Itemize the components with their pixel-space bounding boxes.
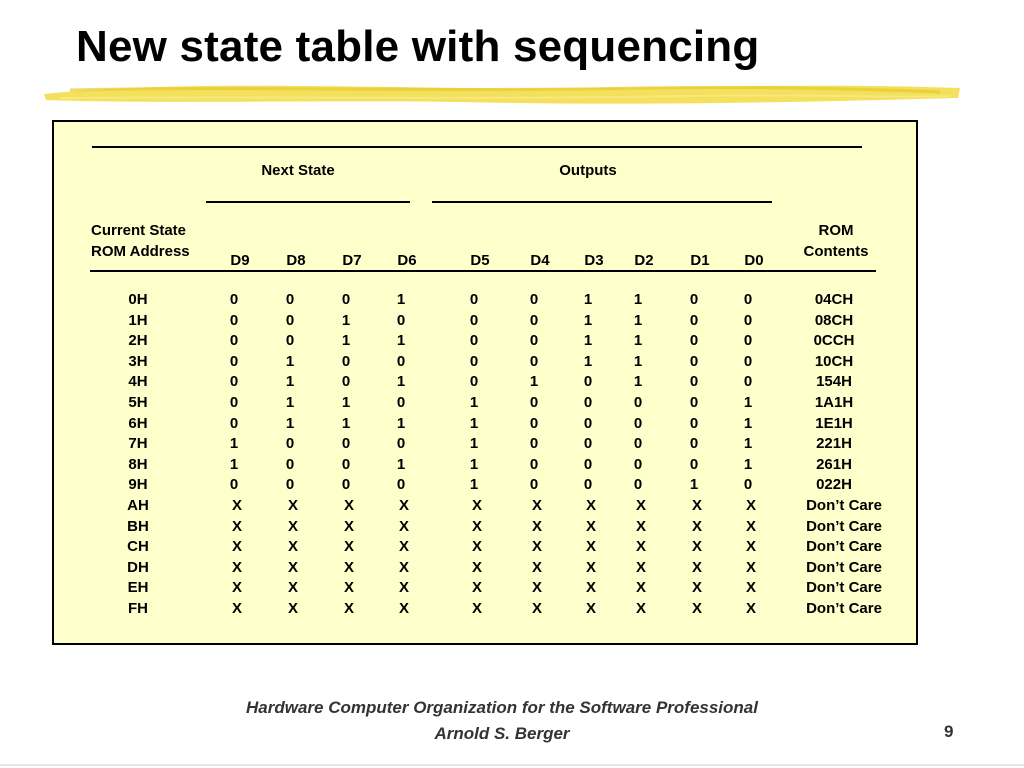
rom-contents-cell: 10CH [814, 352, 854, 370]
bit-cell: 1 [583, 311, 593, 329]
bit-cell: X [343, 558, 355, 576]
bit-cell: X [398, 579, 410, 597]
bit-cell: 1 [396, 373, 406, 391]
bit-cell: 0 [689, 311, 699, 329]
bit-cell: 0 [529, 414, 539, 432]
footer-author: Arnold S. Berger [434, 724, 570, 743]
bit-cell: 0 [396, 352, 406, 370]
bit-cell: X [691, 517, 703, 535]
table-row [54, 393, 916, 414]
bit-cell: 0 [743, 476, 753, 494]
rom-contents-cell: Don’t Care [806, 496, 882, 514]
table-top-rule [92, 146, 862, 148]
table-row [54, 517, 916, 538]
bit-cell: X [343, 538, 355, 556]
bit-cell: X [471, 496, 483, 514]
bit-cell: 0 [689, 435, 699, 453]
table-row [54, 455, 916, 476]
bit-cell: X [398, 517, 410, 535]
bit-cell: 0 [743, 311, 753, 329]
bit-cell: 0 [743, 352, 753, 370]
bit-cell: 0 [583, 476, 593, 494]
rom-contents-cell: 221H [816, 435, 852, 453]
rom-contents-cell: 04CH [814, 291, 854, 308]
bit-cell: X [471, 599, 483, 617]
bit-cell: 0 [689, 352, 699, 370]
bit-cell: 0 [633, 435, 643, 453]
rom-contents-cell: 154H [816, 373, 852, 391]
bit-cell: 0 [285, 332, 295, 350]
bit-cell: 1 [229, 435, 239, 453]
bit-cell: 0 [469, 373, 479, 391]
bit-cell: 0 [689, 414, 699, 432]
bit-cell: X [691, 599, 703, 617]
table-row [54, 331, 916, 352]
rom-contents-cell: 0CCH [813, 332, 855, 350]
state-cell: EH [127, 579, 149, 597]
bit-cell: 0 [285, 476, 295, 494]
bit-cell: 0 [529, 476, 539, 494]
bit-cell: 0 [689, 332, 699, 350]
bit-cell: 0 [689, 291, 699, 308]
bit-cell: X [585, 538, 597, 556]
highlighter-stroke [40, 76, 964, 110]
bit-cell: 1 [743, 435, 753, 453]
bit-cell: 1 [396, 455, 406, 473]
bit-cell: 1 [285, 352, 295, 370]
bit-cell: 1 [633, 352, 643, 370]
bit-cell: X [398, 496, 410, 514]
state-cell: 2H [128, 332, 148, 350]
bit-cell: X [635, 517, 647, 535]
state-cell: 5H [128, 393, 148, 411]
bit-cell: X [691, 558, 703, 576]
state-cell: 6H [128, 414, 148, 432]
table-row [54, 372, 916, 393]
bit-cell: 0 [529, 455, 539, 473]
rom-contents-cell: Don’t Care [806, 517, 882, 535]
bit-cell: X [531, 579, 543, 597]
bit-cell: 0 [469, 291, 479, 308]
table-row [54, 434, 916, 455]
bit-header-d0: D0 [744, 252, 764, 269]
bit-cell: 1 [743, 393, 753, 411]
bit-cell: 0 [583, 435, 593, 453]
bit-cell: 0 [396, 393, 406, 411]
bit-header-d4: D4 [530, 252, 550, 269]
bit-cell: 0 [341, 291, 351, 308]
bit-cell: 0 [396, 435, 406, 453]
bit-cell: X [745, 538, 757, 556]
bit-cell: X [531, 496, 543, 514]
bit-cell: 0 [229, 311, 239, 329]
table-row [54, 414, 916, 435]
bit-cell: X [343, 599, 355, 617]
bit-cell: X [471, 517, 483, 535]
bit-cell: X [745, 496, 757, 514]
bit-cell: 1 [743, 414, 753, 432]
bit-cell: 0 [633, 476, 643, 494]
bit-cell: X [635, 579, 647, 597]
rom-contents-cell: 022H [816, 476, 852, 494]
bit-cell: 1 [689, 476, 699, 494]
bit-cell: X [531, 538, 543, 556]
table-body [54, 290, 916, 620]
state-cell: 9H [128, 476, 148, 494]
bit-cell: 1 [341, 393, 351, 411]
bit-cell: X [471, 538, 483, 556]
bit-cell: 0 [285, 311, 295, 329]
rom-contents-cell: 08CH [814, 311, 854, 329]
bit-cell: 1 [341, 414, 351, 432]
bit-header-d5: D5 [470, 252, 490, 269]
bit-cell: X [287, 496, 299, 514]
bit-cell: 1 [529, 373, 539, 391]
table-row [54, 352, 916, 373]
bit-cell: 0 [341, 373, 351, 391]
state-cell: DH [127, 558, 149, 576]
bit-header-d3: D3 [584, 252, 604, 269]
table-row [54, 475, 916, 496]
bit-cell: X [287, 599, 299, 617]
bit-cell: 0 [633, 393, 643, 411]
bit-cell: X [585, 517, 597, 535]
bit-cell: 0 [341, 455, 351, 473]
bit-cell: X [635, 558, 647, 576]
bit-header-d8: D8 [286, 252, 306, 269]
state-cell: BH [127, 517, 149, 535]
state-cell: 7H [128, 435, 148, 453]
bit-cell: X [691, 538, 703, 556]
bit-cell: 0 [529, 393, 539, 411]
state-table [52, 120, 918, 645]
table-row [54, 537, 916, 558]
bit-cell: X [585, 599, 597, 617]
bit-cell: 1 [469, 476, 479, 494]
bit-cell: 0 [341, 435, 351, 453]
bit-cell: 1 [341, 332, 351, 350]
rom-contents-cell: Don’t Care [806, 558, 882, 576]
bit-cell: 0 [743, 373, 753, 391]
bit-cell: X [691, 579, 703, 597]
bit-cell: 0 [469, 352, 479, 370]
next-state-underline [206, 201, 410, 203]
bit-cell: 0 [229, 352, 239, 370]
bit-cell: 0 [529, 332, 539, 350]
bit-cell: 1 [396, 414, 406, 432]
bit-cell: 0 [689, 393, 699, 411]
bit-cell: 0 [396, 476, 406, 494]
table-row [54, 558, 916, 579]
bit-cell: X [398, 558, 410, 576]
next-state-group-header: Next State [261, 162, 335, 179]
bit-cell: 0 [689, 373, 699, 391]
bit-cell: X [585, 558, 597, 576]
bit-cell: X [745, 579, 757, 597]
state-cell: AH [127, 496, 149, 514]
table-row [54, 496, 916, 517]
table-row [54, 578, 916, 599]
bit-cell: 0 [285, 455, 295, 473]
bit-cell: X [691, 496, 703, 514]
bit-cell: X [398, 538, 410, 556]
bit-cell: 0 [285, 291, 295, 308]
header-bottom-rule [90, 270, 876, 272]
bit-cell: 1 [743, 455, 753, 473]
bit-cell: X [287, 558, 299, 576]
bit-cell: X [287, 517, 299, 535]
bit-header-d9: D9 [230, 252, 250, 269]
bit-cell: X [471, 558, 483, 576]
outputs-underline [432, 201, 772, 203]
bit-cell: 1 [469, 414, 479, 432]
bit-cell: X [231, 579, 243, 597]
bit-header-d1: D1 [690, 252, 710, 269]
bit-cell: 0 [529, 291, 539, 308]
bit-cell: 0 [341, 476, 351, 494]
state-cell: CH [127, 538, 149, 556]
bit-header-d6: D6 [397, 252, 417, 269]
rom-contents-cell: 1E1H [815, 414, 853, 432]
bit-cell: X [745, 599, 757, 617]
bit-cell: 0 [229, 373, 239, 391]
bit-cell: 0 [396, 311, 406, 329]
bit-cell: 0 [229, 476, 239, 494]
bit-cell: 1 [469, 435, 479, 453]
bit-cell: X [231, 599, 243, 617]
table-row [54, 311, 916, 332]
rom-contents-cell: Don’t Care [806, 538, 882, 556]
state-cell: 8H [128, 455, 148, 473]
state-cell: 1H [128, 311, 148, 329]
bit-cell: 0 [529, 435, 539, 453]
bit-cell: X [231, 538, 243, 556]
bit-cell: X [531, 599, 543, 617]
bit-cell: X [531, 517, 543, 535]
bit-cell: X [635, 538, 647, 556]
bit-cell: X [745, 558, 757, 576]
bit-cell: 0 [285, 435, 295, 453]
rom-contents-header: ROM Contents [803, 222, 869, 260]
bottom-divider [0, 764, 1024, 766]
bit-cell: 1 [341, 311, 351, 329]
bit-header-d7: D7 [342, 252, 362, 269]
bit-cell: 0 [583, 455, 593, 473]
bit-cell: 1 [469, 455, 479, 473]
bit-cell: 0 [229, 291, 239, 308]
bit-cell: X [343, 579, 355, 597]
rom-contents-cell: 261H [816, 455, 852, 473]
bit-cell: X [231, 517, 243, 535]
page-number: 9 [944, 722, 954, 741]
bit-cell: X [231, 558, 243, 576]
bit-cell: X [343, 496, 355, 514]
bit-cell: 1 [285, 414, 295, 432]
bit-cell: 1 [229, 455, 239, 473]
bit-cell: 0 [633, 455, 643, 473]
bit-cell: 1 [583, 352, 593, 370]
table-row [54, 290, 916, 311]
bit-cell: 1 [583, 332, 593, 350]
bit-cell: 0 [229, 414, 239, 432]
bit-cell: 0 [529, 352, 539, 370]
bit-header-d2: D2 [634, 252, 654, 269]
state-cell: FH [128, 599, 148, 617]
bit-cell: X [471, 579, 483, 597]
bit-cell: 1 [396, 291, 406, 308]
footer-book-title: Hardware Computer Organization for the Software Professional [246, 698, 758, 717]
bit-cell: 0 [743, 291, 753, 308]
bit-cell: 0 [633, 414, 643, 432]
bit-cell: 0 [229, 393, 239, 411]
rom-contents-cell: Don’t Care [806, 579, 882, 597]
state-cell: 3H [128, 352, 148, 370]
bit-cell: X [585, 579, 597, 597]
bit-cell: 1 [285, 393, 295, 411]
bit-cell: 1 [583, 291, 593, 308]
outputs-group-header: Outputs [559, 162, 617, 179]
slide-title: New state table with sequencing [76, 22, 760, 71]
bit-cell: 1 [633, 311, 643, 329]
bit-cell: X [635, 599, 647, 617]
rom-contents-cell: 1A1H [814, 393, 854, 411]
bit-cell: X [635, 496, 647, 514]
state-cell: 0H [128, 291, 148, 308]
bit-cell: 0 [469, 311, 479, 329]
bit-cell: 0 [583, 373, 593, 391]
bit-cell: 0 [469, 332, 479, 350]
bit-cell: 0 [229, 332, 239, 350]
bit-cell: 0 [583, 393, 593, 411]
bit-cell: X [231, 496, 243, 514]
bit-cell: 0 [689, 455, 699, 473]
bit-cell: 1 [396, 332, 406, 350]
bit-cell: 1 [633, 332, 643, 350]
bit-cell: X [398, 599, 410, 617]
bit-cell: 1 [469, 393, 479, 411]
bit-cell: 1 [285, 373, 295, 391]
bit-cell: 0 [743, 332, 753, 350]
bit-cell: X [343, 517, 355, 535]
bit-cell: X [585, 496, 597, 514]
bit-cell: 0 [341, 352, 351, 370]
bit-cell: 0 [529, 311, 539, 329]
bit-cell: 1 [633, 291, 643, 308]
bit-header-row [54, 252, 916, 272]
current-state-header: Current State ROM Address [91, 222, 190, 260]
state-cell: 4H [128, 373, 148, 391]
rom-contents-cell: Don’t Care [806, 599, 882, 617]
bit-cell: 1 [633, 373, 643, 391]
bit-cell: X [531, 558, 543, 576]
bit-cell: X [287, 579, 299, 597]
bit-cell: X [745, 517, 757, 535]
bit-cell: 0 [583, 414, 593, 432]
bit-cell: X [287, 538, 299, 556]
table-row [54, 599, 916, 620]
